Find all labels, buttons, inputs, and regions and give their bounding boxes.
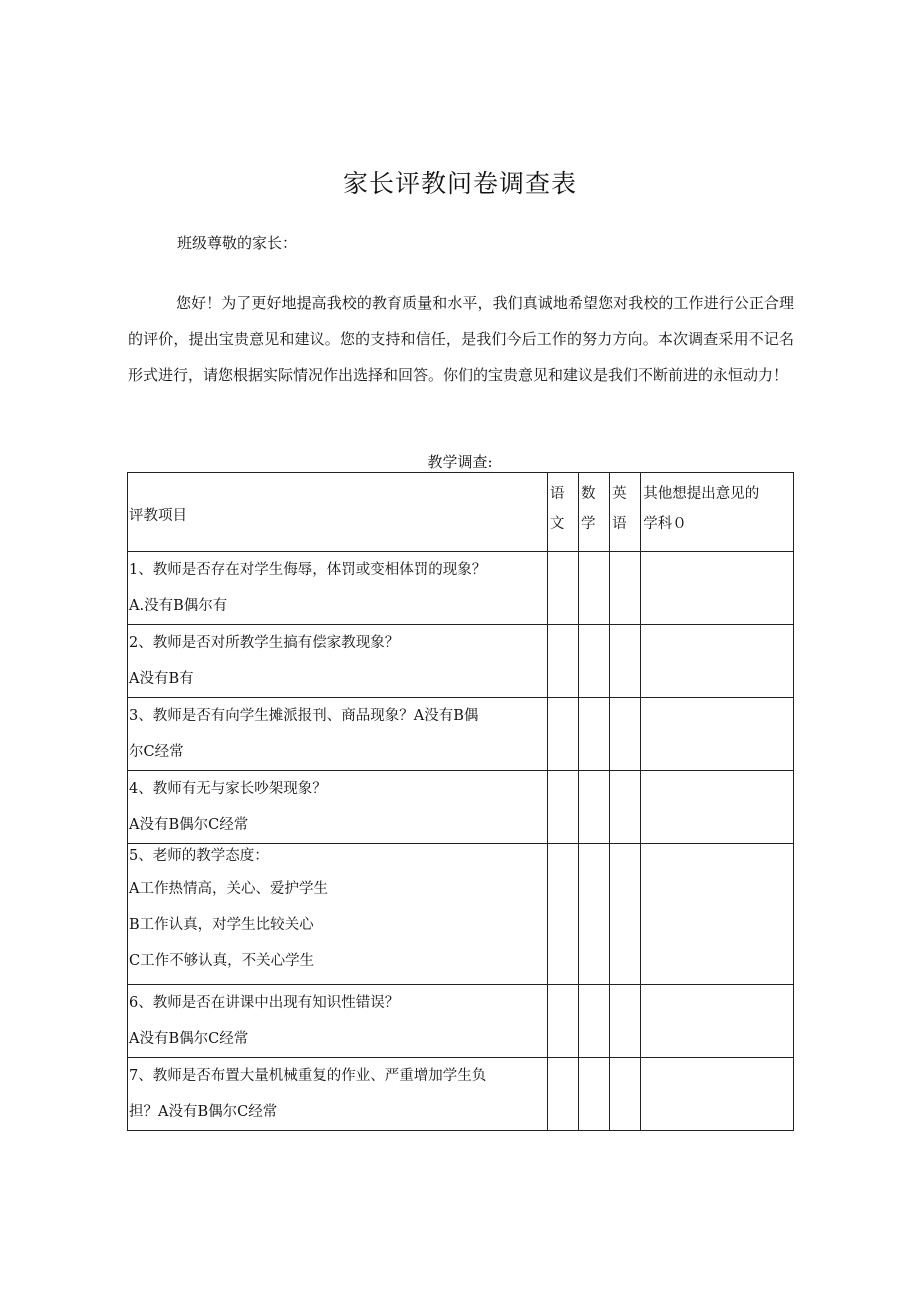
question-line: 5、老师的教学态度： — [129, 848, 269, 864]
answer-cell-chinese[interactable] — [547, 985, 578, 1058]
question-line: 7、教师是否布置大量机械重复的作业、严重增加学生负 — [129, 1068, 487, 1084]
answer-cell-other[interactable] — [641, 844, 794, 985]
question-option-c: C工作不够认真，不关心学生 — [129, 953, 315, 969]
question-cell — [128, 985, 548, 1058]
page-title: 家长评教问卷调查表 — [342, 169, 577, 198]
header-other-line: 学科０ — [643, 516, 687, 532]
answer-cell-math[interactable] — [579, 771, 610, 844]
header-subject-line: 文 — [549, 516, 565, 532]
answer-cell-other[interactable] — [641, 625, 794, 698]
answer-cell-chinese[interactable] — [547, 1058, 578, 1131]
table-header-row — [128, 473, 794, 552]
answer-cell-chinese[interactable] — [547, 844, 578, 985]
answer-cell-other[interactable] — [641, 1058, 794, 1131]
answer-cell-chinese[interactable] — [547, 552, 578, 625]
question-option-b: B工作认真，对学生比较关心 — [129, 917, 314, 933]
answer-cell-math[interactable] — [579, 625, 610, 698]
survey-table — [127, 472, 794, 1131]
answer-cell-other[interactable] — [641, 698, 794, 771]
header-subject-math — [579, 473, 610, 552]
question-cell — [128, 698, 548, 771]
header-item: 评教项目 — [128, 473, 548, 552]
question-options: A.没有B偶尔有 — [129, 598, 228, 614]
intro-paragraph: 您好！为了更好地提高我校的教育质量和水平，我们真诚地希望您对我校的工作进行公正合理的评价，提出宝贵意见和建议。您的支持和信任，是我们今后工作的努力方向。本次调查采用不记名形式进行，请您根据实际情况作出选择和回答。你们的宝贵意见和建议是我们不断前进的永恒动力！ — [128, 294, 794, 384]
header-subject-chinese — [547, 473, 578, 552]
header-subject-english — [610, 473, 641, 552]
answer-cell-math[interactable] — [579, 1058, 610, 1131]
answer-cell-english[interactable] — [610, 625, 641, 698]
question-line: 3、教师是否有向学生摊派报刊、商品现象？A没有B偶 — [129, 708, 479, 724]
question-cell — [128, 552, 548, 625]
table-row — [128, 625, 794, 698]
answer-cell-english[interactable] — [610, 1058, 641, 1131]
question-options: A没有B偶尔C经常 — [129, 817, 249, 833]
table-row — [128, 1058, 794, 1131]
question-cell — [128, 771, 548, 844]
table-row — [128, 985, 794, 1058]
question-option-a: A工作热情高，关心、爱护学生 — [129, 881, 328, 897]
answer-cell-math[interactable] — [579, 552, 610, 625]
table-row — [128, 844, 794, 985]
question-cell — [128, 1058, 548, 1131]
answer-cell-math[interactable] — [579, 985, 610, 1058]
table-row — [128, 698, 794, 771]
answer-cell-english[interactable] — [610, 771, 641, 844]
question-options: A没有B有 — [129, 671, 194, 687]
answer-cell-math[interactable] — [579, 698, 610, 771]
answer-cell-english[interactable] — [610, 552, 641, 625]
header-other-subject — [641, 473, 794, 552]
answer-cell-other[interactable] — [641, 552, 794, 625]
answer-cell-math[interactable] — [579, 844, 610, 985]
answer-cell-other[interactable] — [641, 985, 794, 1058]
table-caption: 教学调查: — [427, 453, 493, 471]
answer-cell-other[interactable] — [641, 771, 794, 844]
question-options: 担？A没有B偶尔C经常 — [129, 1104, 278, 1120]
question-options: 尔C经常 — [129, 744, 184, 760]
header-subject-line: 英 — [612, 486, 627, 502]
answer-cell-english[interactable] — [610, 698, 641, 771]
question-line: 1、教师是否存在对学生侮辱，体罚或变相体罚的现象？ — [129, 562, 487, 578]
question-cell — [128, 844, 548, 985]
salutation: 班级尊敬的家长： — [177, 234, 298, 252]
question-cell — [128, 625, 548, 698]
question-line: 6、教师是否在讲课中出现有知识性错误？ — [129, 995, 400, 1011]
question-line: 2、教师是否对所教学生搞有偿家教现象？ — [129, 635, 400, 651]
header-subject-line: 语 — [549, 486, 565, 502]
header-subject-line: 学 — [581, 516, 596, 532]
answer-cell-chinese[interactable] — [547, 625, 578, 698]
answer-cell-english[interactable] — [610, 844, 641, 985]
answer-cell-chinese[interactable] — [547, 698, 578, 771]
answer-cell-chinese[interactable] — [547, 771, 578, 844]
answer-cell-english[interactable] — [610, 985, 641, 1058]
table-row — [128, 552, 794, 625]
table-row — [128, 771, 794, 844]
header-other-line: 其他想提出意见的 — [643, 486, 760, 502]
header-subject-line: 语 — [612, 516, 627, 532]
header-subject-line: 数 — [581, 486, 596, 502]
question-options: A没有B偶尔C经常 — [129, 1031, 249, 1047]
question-line: 4、教师有无与家长吵架现象？ — [129, 781, 327, 797]
